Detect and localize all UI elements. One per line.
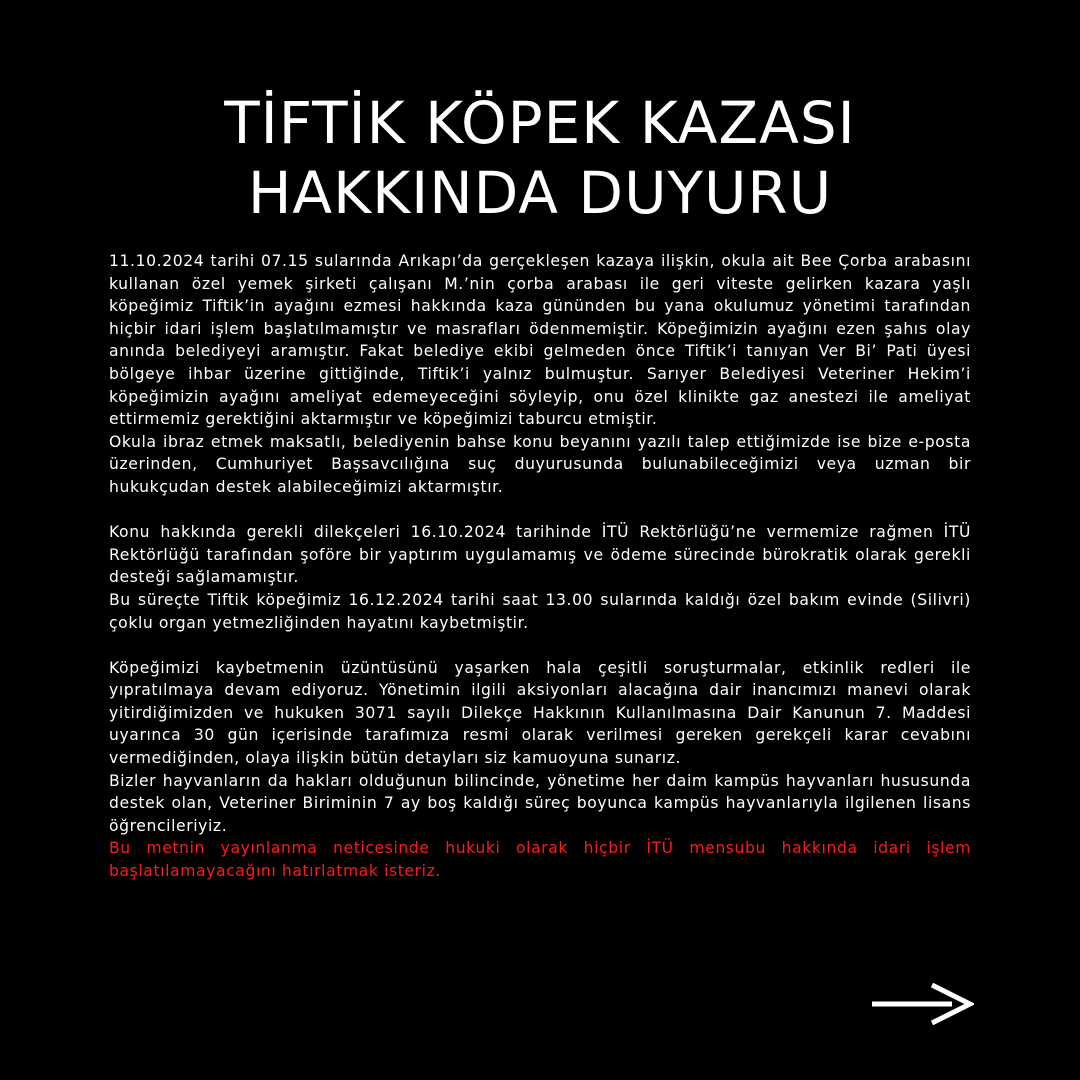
paragraph-municipality-reply: Okula ibraz etmek maksatlı, belediyenin bahse konu beyanını yazılı talep ettiğimizde ise bize e-posta üzerinden, Cumhuriyet Başsavcılığına suç duyurusunda bulunabileceğimizi veya uzman bir hukukçudan destek alabileceğimizi aktarmıştır. (109, 432, 971, 496)
paragraph-petition: Konu hakkında gerekli dilekçeleri 16.10.2024 tarihinde İTÜ Rektörlüğü’ne vermemize rağmen İTÜ Rektörlüğü tarafından şoföre bir yaptırım uygulamamış ve ödeme sürecinde bürokratik olarak gerekli desteği sağlamamıştır. (109, 523, 971, 587)
page-title-line-2: HAKKINDA DUYURU (247, 159, 833, 227)
paragraph-incident: 11.10.2024 tarihi 07.15 sularında Arıkapı’da gerçekleşen kazaya ilişkin, okula ait Bee Çorba arabasını kullanan özel yemek şirketi çalışanı M.’nin çorba arabası ile geri viteste gelirken kazara yaşlı köpeğimiz Tiftik’in ayağını ezmesi hakkında kaza gününden bu yana okulumuz yönetimi tarafından hiçbir idari işlem başlatılmamıştır ve masrafları ödenmemiştir. Köpeğimizin ayağını ezen şahıs olay anında belediyeyi aramıştır. Fakat belediye ekibi gelmeden önce Tiftik’i tanıyan Ver Bi’ Pati üyesi bölgeye ihbar üzerine gittiğinde, Tiftik’i yalnız bulmuştur. Sarıyer Belediyesi Veteriner Hekim’i köpeğimizin ayağını ameliyat edemeyeceğini söyleyip, onu özel klinikte gaz anestezi ile ameliyat ettirmemiz gerektiğini aktarmıştır ve köpeğimizi taburcu etmiştir. (109, 252, 971, 429)
arrow-right-icon[interactable] (870, 982, 974, 1026)
announcement-body (109, 250, 971, 883)
page-title (60, 88, 1020, 228)
paragraph-legal-warning: Bu metnin yayınlanma neticesinde hukuki olarak hiçbir İTÜ mensubu hakkında idari işlem başlatılamayacağını hatırlatmak isteriz. (109, 839, 971, 881)
page-title-line-1: TİFTİK KÖPEK KAZASI (224, 89, 856, 157)
paragraph-public-statement: Köpeğimizi kaybetmenin üzüntüsünü yaşarken hala çeşitli soruşturmalar, etkinlik redleri ile yıpratılmaya devam ediyoruz. Yönetimin ilgili aksiyonları alacağına dair inancımızı manevi olarak yitirdiğimizden ve hukuken 3071 sayılı Dilekçe Hakkının Kullanılmasına Dair Kanunun 7. Maddesi uyarınca 30 gün içerisinde tarafımıza resmi olarak verilmesi gereken gerekçeli karar cevabını vermediğinden, olaya ilişkin bütün detayları siz kamuoyuna sunarız. (109, 658, 971, 768)
paragraph-students: Bizler hayvanların da hakları olduğunun bilincinde, yönetime her daim kampüs hayvanları hususunda destek olan, Veteriner Biriminin 7 ay boş kaldığı süreç boyunca kampüs hayvanlarıyla ilgilenen lisans öğrencileriyiz. (109, 771, 971, 835)
paragraph-death: Bu süreçte Tiftik köpeğimiz 16.12.2024 tarihi saat 13.00 sularında kaldığı özel bakım evinde (Silivri) çoklu organ yetmezliğinden hayatını kaybetmiştir. (109, 590, 971, 632)
